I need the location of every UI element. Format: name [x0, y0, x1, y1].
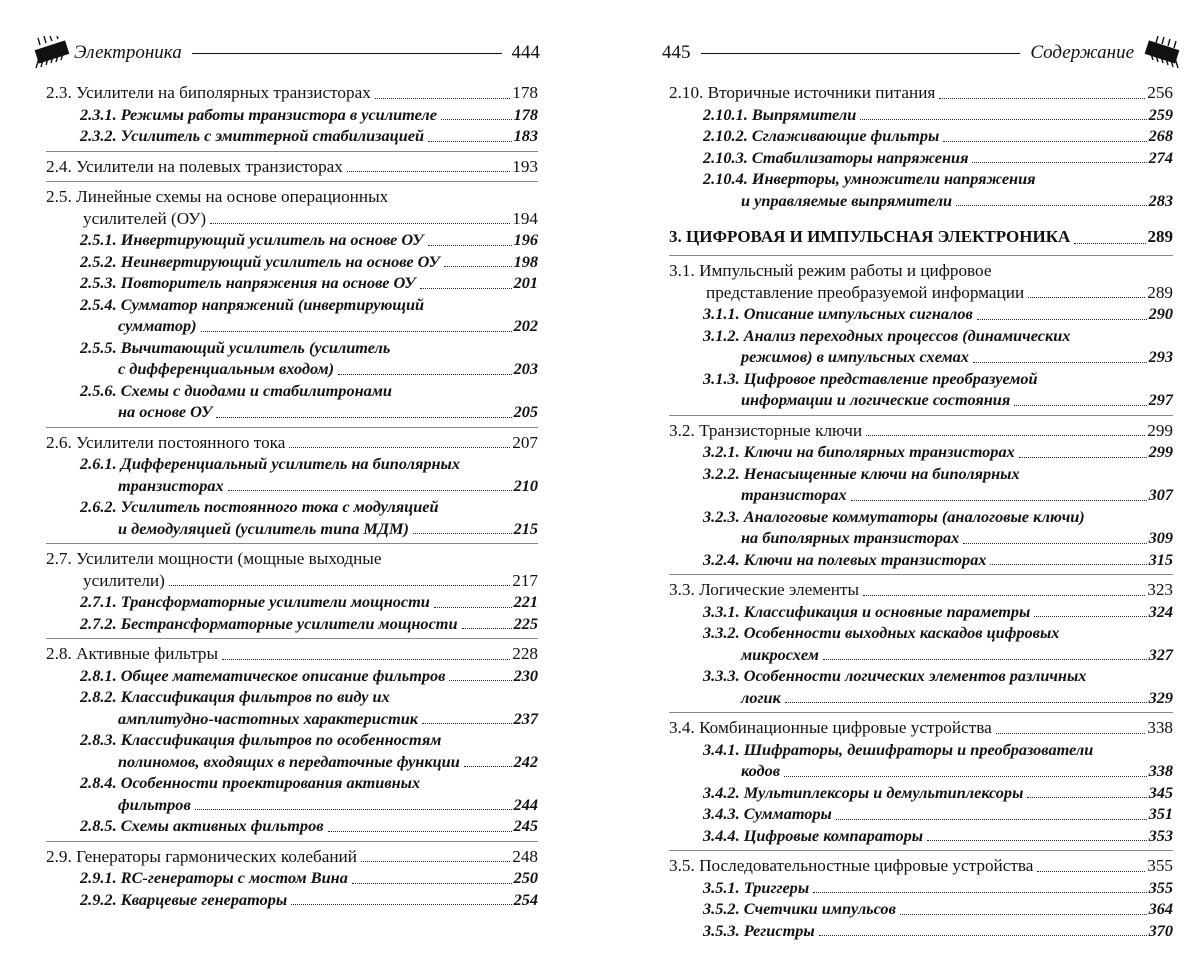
toc-entry-title: 2.8.4. Особенности проектирования активных — [80, 773, 421, 792]
toc-entry-title: 2.7. Усилители мощности (мощные выходные — [46, 549, 382, 568]
header-title: Электроника — [74, 42, 182, 63]
toc-page-number: 193 — [512, 156, 538, 176]
toc-section — [669, 415, 1173, 571]
dot-leader — [1027, 797, 1146, 798]
dot-leader — [784, 776, 1147, 777]
toc-entry-title: 2.7.1. Трансформаторные усилители мощности — [80, 592, 430, 611]
toc-page-number: 183 — [513, 126, 538, 145]
toc-list — [669, 82, 1173, 941]
dot-leader — [851, 500, 1147, 501]
chip-logo-icon — [1140, 36, 1184, 70]
toc-page-number: 370 — [1148, 920, 1173, 940]
toc-page-number: 327 — [1148, 644, 1173, 664]
toc-entry[interactable] — [669, 420, 1173, 442]
toc-entry-title: 2.5. Линейные схемы на основе операционных — [46, 187, 389, 206]
toc-page-number: 207 — [512, 432, 538, 452]
toc-subentry[interactable] — [46, 251, 538, 273]
toc-subentry[interactable] — [669, 898, 1173, 920]
toc-entry-title: 2.5.3. Повторитель напряжения на основе ОУ — [80, 273, 416, 292]
toc-page-number: 293 — [1148, 347, 1173, 366]
toc-entry-title: и демодуляцией (усилитель типа МДМ) — [118, 518, 409, 538]
header-rule — [701, 53, 1021, 54]
toc-entry-title: и управляемые выпрямители — [741, 190, 953, 210]
toc-entry-title: 2.5.5. Вычитающий усилитель (усилитель — [80, 337, 391, 357]
toc-page-number: 307 — [1148, 485, 1173, 504]
toc-page-number: 315 — [1148, 549, 1173, 569]
toc-entry-title: транзисторах — [741, 485, 847, 504]
toc-subentry[interactable] — [669, 601, 1173, 623]
dot-leader — [228, 490, 512, 491]
toc-entry-title: 3.2. Транзисторные ключи — [669, 420, 863, 440]
toc-entry-title: 2.5.1. Инвертирующий усилитель на основе ОУ — [80, 230, 424, 249]
dot-leader — [375, 98, 510, 99]
toc-page-number: 297 — [1148, 390, 1173, 409]
toc-section — [46, 427, 538, 540]
dot-leader — [866, 435, 1145, 436]
toc-section — [669, 82, 1173, 211]
toc-entry-title: усилителей (ОУ) — [83, 208, 207, 228]
toc-page-number: 338 — [1147, 718, 1173, 737]
dot-leader — [347, 171, 510, 172]
toc-entry-title: 2.9. Генераторы гармонических колебаний — [46, 846, 357, 866]
toc-subentry[interactable] — [669, 104, 1173, 126]
dot-leader — [289, 447, 510, 448]
toc-page-number: 210 — [513, 475, 538, 495]
toc-subentry[interactable] — [46, 591, 538, 613]
toc-page-number: 351 — [1148, 804, 1173, 823]
toc-entry-title: 3.3. Логические элементы — [669, 580, 859, 599]
toc-subentry[interactable] — [46, 665, 538, 687]
toc-entry-title: с дифференциальным входом) — [118, 359, 335, 378]
dot-leader — [428, 141, 512, 142]
toc-page-number: 289 — [1147, 282, 1173, 302]
dot-leader — [990, 564, 1146, 565]
toc-entry[interactable] — [46, 846, 538, 868]
toc-subentry[interactable] — [669, 303, 1173, 325]
toc-page-number: 221 — [513, 592, 538, 611]
toc-page-number: 196 — [513, 230, 538, 249]
dot-leader — [943, 141, 1146, 142]
toc-entry-title: 2.5.4. Сумматор напряжений (инвертирующий — [80, 294, 425, 314]
dot-leader — [977, 319, 1147, 320]
toc-subentry[interactable] — [46, 686, 538, 729]
dot-leader — [210, 223, 510, 224]
toc-entry-title: 2.3. Усилители на биполярных транзисторах — [46, 83, 371, 102]
toc-entry-title: 2.3.1. Режимы работы транзистора в усилителе — [80, 104, 437, 124]
toc-entry-title: 3.1.3. Цифровое представление преобразуемой — [703, 368, 1038, 388]
dot-leader — [1074, 243, 1145, 244]
dot-leader — [444, 266, 512, 267]
toc-entry-title: 3.5. Последовательностные цифровые устройства — [669, 856, 1034, 875]
toc-subentry[interactable] — [46, 229, 538, 251]
page-number: 445 — [662, 42, 691, 63]
toc-entry-title: 3.1. Импульсный режим работы и цифровое — [669, 261, 992, 280]
toc-entry-title: усилители) — [83, 570, 165, 590]
toc-page-number: 309 — [1148, 528, 1173, 547]
toc-section — [46, 543, 538, 634]
toc-page-number: 242 — [513, 751, 538, 771]
toc-page-number: 289 — [1147, 227, 1173, 246]
dot-leader — [963, 543, 1146, 544]
toc-entry-title: 3.2.1. Ключи на биполярных транзисторах — [703, 442, 1015, 461]
toc-page-number: 205 — [513, 402, 538, 421]
chip-logo-icon — [30, 36, 74, 70]
toc-list — [46, 82, 538, 910]
toc-subentry[interactable] — [46, 294, 538, 337]
toc-entry-title: 3.4. Комбинационные цифровые устройства — [669, 718, 992, 737]
toc-page-number: 338 — [1148, 761, 1173, 780]
dot-leader — [169, 585, 510, 586]
toc-page-number: 256 — [1147, 83, 1173, 102]
toc-entry-title: 2.9.1. RC-генераторы с мостом Вина — [80, 868, 348, 887]
toc-page-number: 259 — [1148, 104, 1173, 124]
toc-page-number: 299 — [1147, 420, 1173, 440]
toc-entry-title: полиномов, входящих в передаточные функции — [118, 751, 460, 771]
dot-leader — [462, 628, 512, 629]
toc-subentry[interactable] — [46, 496, 538, 539]
dot-leader — [352, 883, 512, 884]
toc-entry-title: 2.7.2. Бестрансформаторные усилители мощности — [80, 613, 458, 633]
toc-entry-title: 2.8.3. Классификация фильтров по особенностям — [80, 730, 442, 749]
toc-entry-title: информации и логические состояния — [741, 390, 1011, 409]
toc-chapter — [669, 221, 1173, 249]
dot-leader — [927, 840, 1147, 841]
toc-page-number: 215 — [513, 518, 538, 538]
toc-page-number: 228 — [512, 644, 538, 663]
toc-subentry[interactable] — [669, 368, 1173, 411]
toc-subentry[interactable] — [669, 803, 1173, 825]
toc-entry-title: 2.10.3. Стабилизаторы напряжения — [703, 147, 969, 167]
toc-subentry[interactable] — [46, 889, 538, 911]
toc-subentry[interactable] — [669, 920, 1173, 942]
toc-entry[interactable] — [46, 432, 538, 454]
toc-entry[interactable] — [669, 855, 1173, 877]
right-page — [600, 0, 1200, 962]
toc-entry-title: 2.10.1. Выпрямители — [703, 104, 857, 124]
dot-leader — [428, 245, 512, 246]
dot-leader — [422, 723, 512, 724]
toc-entry-title: 2.8.1. Общее математическое описание фильтров — [80, 665, 446, 685]
dot-leader — [813, 892, 1146, 893]
dot-leader — [1019, 457, 1147, 458]
toc-entry-title: 2.5.6. Схемы с диодами и стабилитронами — [80, 380, 392, 400]
toc-subentry[interactable] — [46, 380, 538, 423]
running-header — [30, 36, 540, 70]
toc-entry[interactable] — [46, 156, 538, 178]
toc-entry-title: 3.2.4. Ключи на полевых транзисторах — [703, 549, 987, 569]
toc-entry[interactable] — [669, 579, 1173, 601]
dot-leader — [939, 98, 1145, 99]
toc-page-number: 202 — [513, 316, 538, 335]
toc-subentry[interactable] — [669, 147, 1173, 169]
toc-subentry[interactable] — [46, 337, 538, 380]
toc-subentry[interactable] — [46, 729, 538, 772]
toc-entry-title: на биполярных транзисторах — [741, 528, 960, 547]
toc-entry-title: 3.5.3. Регистры — [703, 920, 815, 940]
toc-entry-title: 2.10.2. Сглаживающие фильтры — [703, 126, 940, 145]
dot-leader — [328, 831, 512, 832]
toc-entry-title: транзисторах — [118, 475, 224, 495]
toc-page-number: 178 — [512, 83, 538, 102]
dot-leader — [972, 162, 1146, 163]
toc-subentry[interactable] — [46, 125, 538, 147]
toc-section — [46, 638, 538, 837]
dot-leader — [449, 680, 511, 681]
dot-leader — [1037, 871, 1145, 872]
toc-subentry[interactable] — [669, 877, 1173, 899]
toc-entry[interactable] — [669, 260, 1173, 303]
toc-page-number: 248 — [512, 846, 538, 866]
toc-subentry[interactable] — [669, 739, 1173, 782]
toc-subentry[interactable] — [46, 772, 538, 815]
toc-entry[interactable] — [669, 82, 1173, 104]
toc-subentry[interactable] — [669, 125, 1173, 147]
dot-leader — [222, 659, 510, 660]
toc-page-number: 250 — [513, 868, 538, 887]
dot-leader — [420, 288, 512, 289]
toc-page-number: 299 — [1148, 442, 1173, 461]
toc-section — [46, 82, 538, 147]
toc-page-number: 198 — [513, 251, 538, 271]
toc-entry-title: на основе ОУ — [118, 402, 213, 421]
toc-section — [669, 574, 1173, 708]
toc-entry-title: 2.3.2. Усилитель с эмиттерной стабилизацией — [80, 126, 425, 145]
toc-entry[interactable] — [46, 82, 538, 104]
toc-entry[interactable] — [46, 643, 538, 665]
toc-entry[interactable] — [46, 186, 538, 229]
toc-entry-title: 2.5.2. Неинвертирующий усилитель на основе ОУ — [80, 251, 440, 271]
toc-subentry[interactable] — [46, 613, 538, 635]
toc-entry-title: 2.8. Активные фильтры — [46, 644, 219, 663]
toc-entry-title: 3.4.2. Мультиплексоры и демультиплексоры — [703, 782, 1024, 802]
toc-entry-title: 2.6.2. Усилитель постоянного тока с модуляцией — [80, 497, 439, 516]
toc-section — [669, 712, 1173, 846]
toc-entry-title: 3.2.3. Аналоговые коммутаторы (аналоговые ключи) — [703, 506, 1085, 526]
toc-page-number: 323 — [1147, 580, 1173, 599]
toc-page-number: 245 — [513, 816, 538, 835]
toc-section — [46, 841, 538, 911]
dot-leader — [785, 702, 1147, 703]
dot-leader — [1028, 297, 1145, 298]
dot-leader — [823, 659, 1147, 660]
dot-leader — [201, 331, 512, 332]
toc-page-number: 355 — [1147, 856, 1173, 875]
toc-page-number: 254 — [513, 889, 538, 909]
dot-leader — [291, 904, 511, 905]
toc-page-number: 329 — [1148, 687, 1173, 707]
toc-entry-title: 2.8.5. Схемы активных фильтров — [80, 816, 324, 835]
toc-entry-title: 3.3.2. Особенности выходных каскадов цифровых — [703, 623, 1060, 642]
toc-subentry[interactable] — [46, 453, 538, 496]
toc-entry-title: 3.4.1. Шифраторы, дешифраторы и преобразователи — [703, 739, 1094, 759]
toc-section — [46, 181, 538, 423]
toc-entry-title: 3.2.2. Ненасыщенные ключи на биполярных — [703, 463, 1020, 483]
toc-entry-title: 3.5.1. Триггеры — [703, 877, 810, 897]
header-title: Содержание — [1030, 42, 1134, 63]
toc-subentry[interactable] — [669, 506, 1173, 549]
dot-leader — [996, 733, 1145, 734]
toc-page-number: 237 — [513, 708, 538, 728]
toc-subentry[interactable] — [669, 782, 1173, 804]
toc-section — [669, 255, 1173, 411]
toc-subentry[interactable] — [669, 622, 1173, 665]
dot-leader — [361, 861, 510, 862]
page-number: 444 — [511, 42, 540, 63]
toc-subentry[interactable] — [46, 867, 538, 889]
toc-entry-title: 2.4. Усилители на полевых транзисторах — [46, 156, 343, 176]
running-header — [662, 36, 1184, 70]
toc-entry-title: 3.3.1. Классификация и основные параметры — [703, 601, 1031, 621]
toc-entry-title: 3.4.3. Сумматоры — [703, 804, 832, 823]
toc-page-number: 345 — [1148, 782, 1173, 802]
toc-entry-title: 3.1.1. Описание импульсных сигналов — [703, 304, 973, 323]
toc-entry[interactable] — [46, 548, 538, 591]
toc-subentry[interactable] — [669, 549, 1173, 571]
toc-page-number: 201 — [513, 273, 538, 292]
toc-subentry[interactable] — [669, 168, 1173, 211]
toc-subentry[interactable] — [46, 104, 538, 126]
toc-entry-title: амплитудно-частотных характеристик — [118, 708, 419, 728]
toc-entry-title: представление преобразуемой информации — [706, 282, 1025, 302]
toc-entry-title: 3.5.2. Счетчики импульсов — [703, 899, 896, 918]
dot-leader — [860, 119, 1146, 120]
dot-leader — [1034, 616, 1146, 617]
toc-subentry[interactable] — [669, 463, 1173, 506]
toc-entry-title: 3.1.2. Анализ переходных процессов (динамических — [703, 325, 1071, 345]
toc-subentry[interactable] — [46, 815, 538, 837]
toc-page-number: 217 — [512, 570, 538, 590]
toc-page-number: 178 — [513, 104, 538, 124]
toc-entry-title: 2.10.4. Инверторы, умножители напряжения — [703, 169, 1036, 188]
dot-leader — [863, 595, 1145, 596]
dot-leader — [956, 205, 1146, 206]
dot-leader — [819, 935, 1147, 936]
dot-leader — [195, 809, 512, 810]
toc-entry-title: микросхем — [741, 644, 819, 664]
toc-entry[interactable] — [669, 717, 1173, 739]
toc-section — [46, 151, 538, 178]
dot-leader — [413, 533, 512, 534]
toc-page-number: 355 — [1148, 877, 1173, 897]
toc-entry-title: 3. ЦИФРОВАЯ И ИМПУЛЬСНАЯ ЭЛЕКТРОНИКА — [669, 227, 1071, 246]
toc-subentry[interactable] — [669, 441, 1173, 463]
toc-entry-title: 2.6. Усилители постоянного тока — [46, 432, 286, 452]
toc-subentry[interactable] — [669, 825, 1173, 847]
toc-page-number: 230 — [513, 665, 538, 685]
dot-leader — [464, 766, 512, 767]
toc-page-number: 364 — [1148, 899, 1173, 918]
toc-page-number: 274 — [1148, 147, 1173, 167]
toc-section — [669, 850, 1173, 941]
toc-entry-title: 2.10. Вторичные источники питания — [669, 83, 936, 102]
toc-entry-title: 2.6.1. Дифференциальный усилитель на биполярных — [80, 454, 460, 473]
toc-entry-title: 2.9.2. Кварцевые генераторы — [80, 889, 288, 909]
dot-leader — [434, 607, 512, 608]
dot-leader — [441, 119, 512, 120]
dot-leader — [216, 417, 511, 418]
toc-page-number: 283 — [1148, 190, 1173, 210]
toc-page-number: 353 — [1148, 825, 1173, 845]
dot-leader — [836, 819, 1147, 820]
toc-entry-title: кодов — [741, 761, 781, 780]
toc-page-number: 225 — [513, 613, 538, 633]
toc-entry-title: логик — [741, 687, 781, 707]
dot-leader — [1014, 405, 1146, 406]
toc-entry-title: 3.4.4. Цифровые компараторы — [703, 825, 924, 845]
toc-entry-title: режимов) в импульсных схемах — [741, 347, 969, 366]
toc-entry-title: сумматор) — [118, 316, 197, 335]
toc-page-number: 203 — [513, 359, 538, 378]
toc-page-number: 290 — [1148, 304, 1173, 323]
dot-leader — [338, 374, 511, 375]
toc-page-number: 244 — [513, 794, 538, 814]
header-rule — [192, 53, 502, 54]
toc-page-number: 324 — [1148, 601, 1173, 621]
toc-entry[interactable] — [669, 225, 1173, 249]
toc-entry-title: 3.3.3. Особенности логических элементов различных — [703, 666, 1087, 685]
dot-leader — [973, 362, 1147, 363]
toc-entry-title: фильтров — [118, 794, 191, 814]
toc-entry-title: 2.8.2. Классификация фильтров по виду их — [80, 687, 390, 706]
toc-subentry[interactable] — [669, 325, 1173, 368]
toc-page-number: 268 — [1148, 126, 1173, 145]
toc-page-number: 194 — [512, 208, 538, 228]
toc-subentry[interactable] — [46, 272, 538, 294]
toc-subentry[interactable] — [669, 665, 1173, 708]
dot-leader — [900, 914, 1147, 915]
